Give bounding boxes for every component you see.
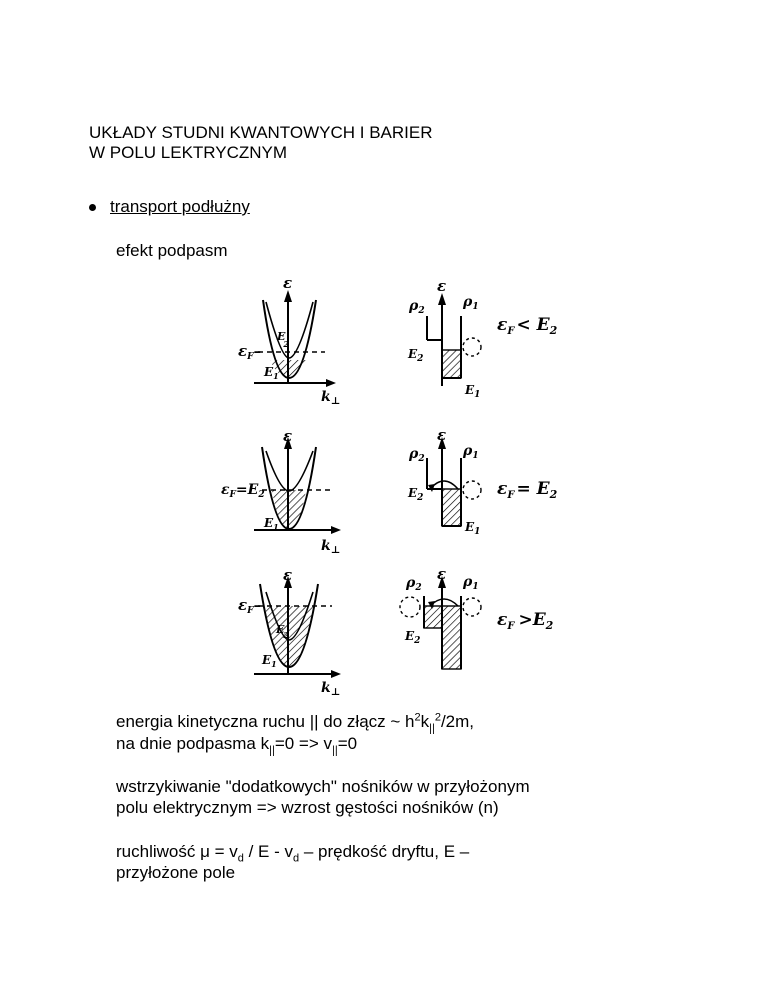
- row3-left-fermi-circle-icon: [400, 597, 420, 617]
- row1-relation-label: $\varepsilon_F < E_2$: [497, 315, 558, 337]
- row1-dos-filled: [442, 350, 461, 378]
- row2-ef-eq-e2-label: $\varepsilon_F=E_2$: [221, 482, 265, 500]
- row3-ef-label: $\varepsilon_F-$: [238, 596, 262, 616]
- row2-dos-e2-label: $E_2$: [408, 486, 424, 503]
- mobility-line: ruchliwość $\mu = v_d / E - v_d$ – prędkość dryftu, E –: [116, 842, 470, 865]
- kinetic-energy-line: energia kinetyczna ruchu || do złącz ~ $h^2k_{||}^2/2m$,: [116, 711, 475, 735]
- row3-density-diagram: [400, 565, 554, 669]
- row1-dispersion-diagram: [238, 274, 340, 407]
- row1-rho1-label: $\rho_1$: [463, 294, 479, 312]
- mobility-line-2: przyłożone pole: [116, 863, 236, 882]
- row1-k-axis-arrow-icon: [326, 379, 336, 387]
- row3-dos-eps-label: ε: [437, 565, 447, 583]
- row1-fermi-circle-icon: [463, 338, 481, 356]
- subheading: efekt podpasm: [116, 241, 228, 260]
- row2-subband-2-parabola: [266, 451, 313, 491]
- title-line-1: UKŁADY STUDNI KWANTOWYCH I BARIER: [89, 123, 433, 142]
- row2-dos-eps-label: ε: [437, 426, 447, 444]
- row1-density-diagram: [407, 277, 558, 400]
- row2-dos-e1-label: $E_1$: [465, 520, 481, 537]
- row2-k-axis-arrow-icon: [331, 526, 341, 534]
- row2-rho1-label: $\rho_1$: [463, 443, 479, 461]
- row2-k-label: $k_\perp$: [321, 538, 341, 556]
- subband-bottom-line: na dnie podpasma $k_{||}=0 => v_{||}=0$: [116, 734, 358, 757]
- row1-dos-e2-label: $E_2$: [408, 347, 424, 364]
- row1-ef-label: $\varepsilon_F-$: [238, 342, 262, 362]
- row1-eps-label: ε: [283, 274, 293, 292]
- row1-e1-label: $E_1$: [264, 365, 279, 381]
- row2-relation-label: $\varepsilon_F = E_2$: [497, 479, 558, 501]
- row3-dos-e2-label: $E_2$: [405, 629, 421, 646]
- injection-line-1: wstrzykiwanie "dodatkowych" nośników w przyłożonym: [116, 777, 530, 796]
- row2-dispersion-diagram: [221, 427, 341, 556]
- injection-line-2: polu elektrycznym => wzrost gęstości nośników (n): [116, 798, 499, 817]
- row3-relation-label: $\varepsilon_F >E_2$: [497, 610, 554, 632]
- row1-e2-label: E 2: [277, 330, 289, 349]
- row3-e2-label: E2: [276, 623, 289, 640]
- row2-eps-label: ε: [283, 427, 293, 445]
- title-line-2: W POLU LEKTRYCZNYM: [89, 143, 288, 162]
- row3-e1-label: $E_1$: [262, 653, 277, 669]
- row3-rho1-label: $\rho_1$: [463, 574, 479, 592]
- row1-k-label: $k_\perp$: [321, 389, 341, 407]
- row2-density-diagram: [407, 426, 558, 537]
- row3-dos-filled-subband-2: [424, 606, 442, 628]
- row1-dos-eps-label: ε: [437, 277, 447, 295]
- row3-dispersion-diagram: [238, 566, 341, 698]
- row2-e1-label: $E_1$: [264, 516, 279, 532]
- row3-rho2-label: $\rho_2$: [406, 575, 422, 593]
- row3-eps-label: ε: [283, 566, 293, 584]
- row2-rho2-label: $\rho_2$: [409, 446, 425, 464]
- row3-dos-filled-subband-1: [442, 606, 461, 669]
- row1-rho2-label: $\rho_2$: [409, 298, 425, 316]
- row3-k-axis-arrow-icon: [331, 670, 341, 678]
- bullet-label: transport podłużny: [110, 197, 250, 216]
- row3-k-label: $k_\perp$: [321, 680, 341, 698]
- row3-right-fermi-circle-icon: [463, 598, 481, 616]
- row1-dos-e1-label: $E_1$: [465, 383, 481, 400]
- row2-dos-filled: [442, 489, 461, 526]
- row2-fermi-circle-icon: [463, 481, 481, 499]
